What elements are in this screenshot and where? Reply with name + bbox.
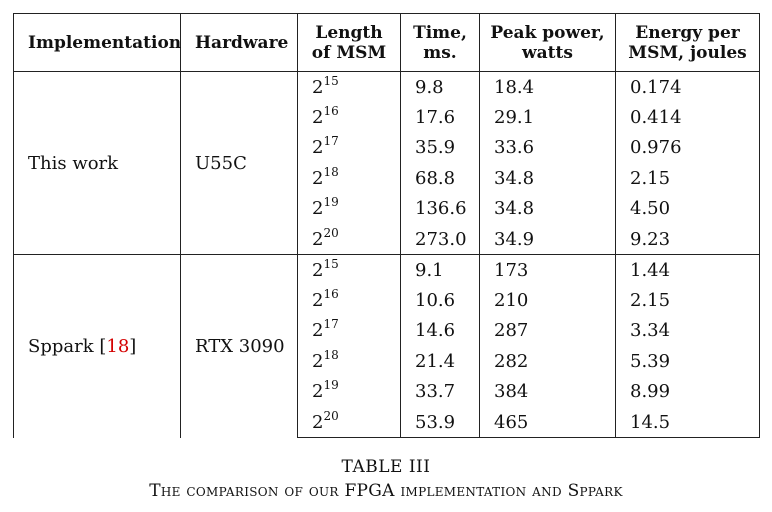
header-energy-line1: Energy per bbox=[635, 22, 740, 43]
energy-cell: 0.976 bbox=[616, 133, 760, 164]
time-cell: 136.6 bbox=[401, 194, 480, 225]
header-length-line2: of MSM bbox=[311, 42, 387, 63]
length-cell: $2^{17}$ bbox=[298, 133, 401, 164]
header-time bbox=[401, 14, 480, 72]
implementation-name: Sppark bbox=[28, 335, 94, 357]
length-cell: $2^{19}$ bbox=[298, 377, 401, 408]
time-cell: 35.9 bbox=[401, 133, 480, 164]
energy-cell: 2.15 bbox=[616, 285, 760, 316]
power-cell: 34.8 bbox=[480, 163, 616, 194]
time-cell: 9.1 bbox=[401, 255, 480, 286]
power-cell: 282 bbox=[480, 346, 616, 377]
table-caption-text: The comparison of our FPGA implementation and Sppark bbox=[149, 481, 623, 501]
group-this-work bbox=[14, 72, 760, 255]
energy-cell: 5.39 bbox=[616, 346, 760, 377]
comparison-table bbox=[13, 13, 760, 438]
header-implementation bbox=[14, 14, 181, 72]
power-cell: 384 bbox=[480, 377, 616, 408]
header-power-line1: Peak power, bbox=[490, 22, 605, 43]
header-time-line1: Time, bbox=[413, 22, 467, 43]
length-cell: $2^{18}$ bbox=[298, 346, 401, 377]
implementation-cell bbox=[14, 72, 181, 255]
header-time-line2: ms. bbox=[423, 42, 457, 63]
length-cell: $2^{19}$ bbox=[298, 194, 401, 225]
header-energy bbox=[616, 14, 760, 72]
length-cell: $2^{15}$ bbox=[298, 72, 401, 103]
power-cell: 210 bbox=[480, 285, 616, 316]
implementation-cell: Sppark [18] bbox=[14, 255, 181, 438]
length-cell: $2^{16}$ bbox=[298, 285, 401, 316]
header-length bbox=[298, 14, 401, 72]
header-implementation-label: Implementation bbox=[28, 32, 182, 53]
power-cell: 173 bbox=[480, 255, 616, 286]
energy-cell: 3.34 bbox=[616, 316, 760, 347]
power-cell: 34.8 bbox=[480, 194, 616, 225]
energy-cell: 8.99 bbox=[616, 377, 760, 408]
group-sppark bbox=[14, 255, 760, 438]
citation-link[interactable]: 18 bbox=[106, 335, 130, 357]
header-power bbox=[480, 14, 616, 72]
length-cell: $2^{20}$ bbox=[298, 407, 401, 438]
time-cell: 17.6 bbox=[401, 102, 480, 133]
header-row bbox=[14, 14, 760, 72]
energy-cell: 1.44 bbox=[616, 255, 760, 286]
power-cell: 29.1 bbox=[480, 102, 616, 133]
header-energy-line2: MSM, joules bbox=[628, 42, 747, 63]
header-power-line2: watts bbox=[522, 42, 573, 63]
time-cell: 53.9 bbox=[401, 407, 480, 438]
power-cell: 287 bbox=[480, 316, 616, 347]
energy-cell: 4.50 bbox=[616, 194, 760, 225]
energy-cell: 2.15 bbox=[616, 163, 760, 194]
length-cell: $2^{20}$ bbox=[298, 224, 401, 255]
energy-cell: 9.23 bbox=[616, 224, 760, 255]
implementation-name: This work bbox=[28, 152, 119, 174]
time-cell: 21.4 bbox=[401, 346, 480, 377]
time-cell: 14.6 bbox=[401, 316, 480, 347]
hardware-name: RTX 3090 bbox=[195, 335, 285, 357]
energy-cell: 0.174 bbox=[616, 72, 760, 103]
time-cell: 10.6 bbox=[401, 285, 480, 316]
hardware-name: U55C bbox=[195, 152, 247, 174]
table-header bbox=[14, 14, 760, 72]
length-cell: $2^{16}$ bbox=[298, 102, 401, 133]
length-cell: $2^{17}$ bbox=[298, 316, 401, 347]
time-cell: 9.8 bbox=[401, 72, 480, 103]
energy-cell: 14.5 bbox=[616, 407, 760, 438]
hardware-cell bbox=[181, 255, 298, 438]
header-hardware bbox=[181, 14, 298, 72]
power-cell: 465 bbox=[480, 407, 616, 438]
length-cell: $2^{15}$ bbox=[298, 255, 401, 286]
power-cell: 18.4 bbox=[480, 72, 616, 103]
header-length-line1: Length bbox=[315, 22, 383, 43]
power-cell: 33.6 bbox=[480, 133, 616, 164]
time-cell: 33.7 bbox=[401, 377, 480, 408]
time-cell: 68.8 bbox=[401, 163, 480, 194]
time-cell: 273.0 bbox=[401, 224, 480, 255]
header-hardware-label: Hardware bbox=[195, 32, 289, 53]
length-cell: $2^{18}$ bbox=[298, 163, 401, 194]
table-row bbox=[14, 255, 760, 286]
table-caption-label: TABLE III bbox=[341, 457, 431, 477]
power-cell: 34.9 bbox=[480, 224, 616, 255]
hardware-cell bbox=[181, 72, 298, 255]
table-row bbox=[14, 72, 760, 103]
energy-cell: 0.414 bbox=[616, 102, 760, 133]
